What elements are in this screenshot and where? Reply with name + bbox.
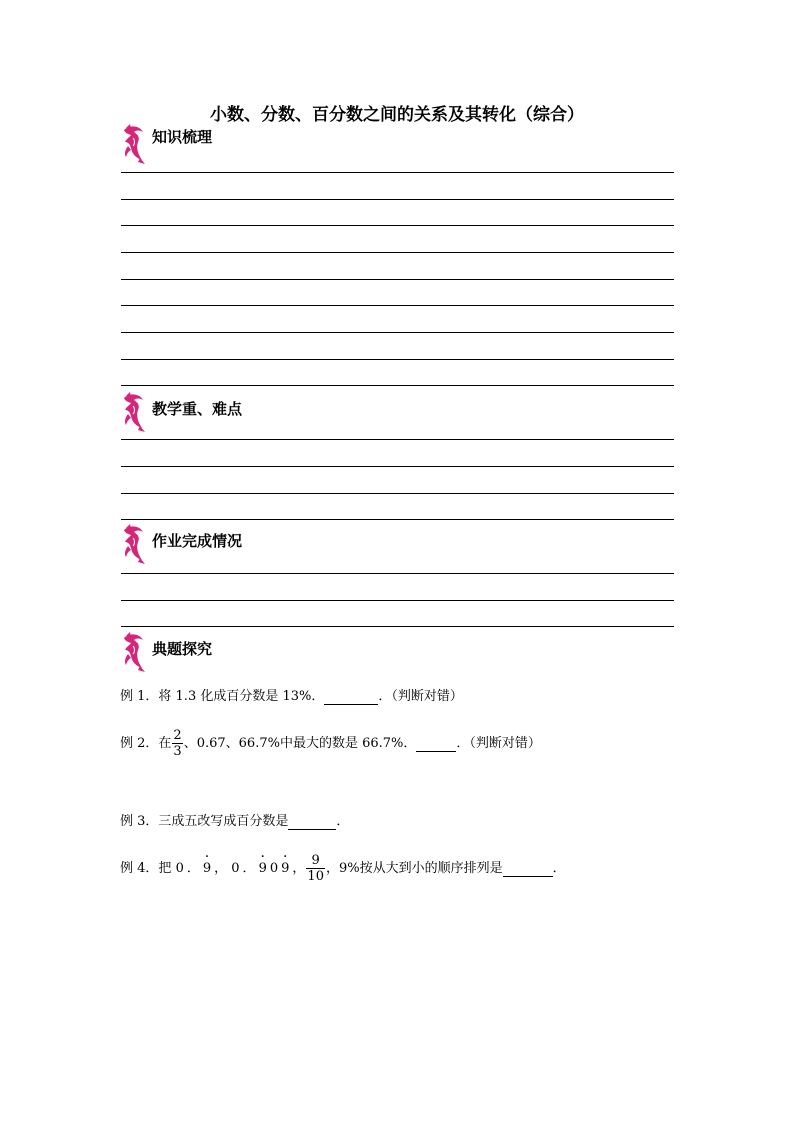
page-title: 小数、分数、百分数之间的关系及其转化（综合） [210,105,584,125]
section-title: 典题探究 [152,640,213,658]
example-text: 、0.67、66.7%中最大的数是 66.7%． [183,736,417,751]
example-text: 三成五改写成百分数是 [158,814,289,829]
fraction-denominator: 10 [307,869,324,884]
writing-line [121,199,674,200]
dolphin-icon [118,632,146,672]
dolphin-icon [118,124,146,164]
fraction-denominator: 3 [173,744,182,759]
writing-line [121,466,674,467]
writing-line [121,493,674,494]
digit: 9 [281,861,293,876]
example-pre: 把 [158,861,172,876]
separator: ， [214,861,228,876]
digit: 0 [269,861,282,876]
digit: 9 [258,861,270,876]
example-tail: ． [552,861,566,876]
example-tail: ．（判断对错） [378,689,463,704]
writing-line [121,225,674,226]
section-homework [118,524,674,564]
example-label: 例 4． [120,861,159,876]
example-1 [120,685,463,705]
repeat-dot: · [260,849,268,865]
writing-line [121,385,674,386]
decimal-int: 0． [231,861,259,876]
repeating-digit [202,849,215,876]
example-text: 将 1.3 化成百分数是 13%． [158,689,325,704]
writing-line [121,519,674,520]
example-tail: ．（判断对错） [456,736,541,751]
writing-line [121,600,674,601]
example-pre: 在 [158,736,172,751]
example-text: ，9%按从大到小的顺序排列是 [325,861,503,876]
section-key-points [118,392,674,432]
example-label: 例 2． [120,736,159,751]
writing-line [121,359,674,360]
answer-blank[interactable] [503,861,553,877]
repeat-dot: · [283,849,291,865]
writing-line [121,573,674,574]
example-2 [120,728,541,759]
writing-line [121,279,674,280]
separator: ， [292,861,306,876]
writing-line [121,332,674,333]
repeating-decimal-2 [231,849,293,876]
digit: 9 [202,861,215,876]
writing-line [121,305,674,306]
section-title: 教学重、难点 [152,400,243,418]
answer-blank[interactable] [288,814,336,830]
fraction [306,853,325,884]
repeating-digit [258,849,270,876]
example-tail: ． [336,814,350,829]
writing-line [121,252,674,253]
writing-line [121,172,674,173]
section-title: 作业完成情况 [152,532,243,550]
section-examples [118,632,674,672]
writing-line [121,439,674,440]
section-title: 知识梳理 [152,128,213,146]
example-label: 例 1． [120,689,159,704]
dolphin-icon [118,392,146,432]
decimal-int: 0． [175,861,203,876]
dolphin-icon [118,524,146,564]
repeating-digit [281,849,293,876]
example-label: 例 3． [120,814,159,829]
writing-line [121,626,674,627]
repeat-dot: · [204,849,213,865]
example-3 [120,810,349,830]
fraction-numerator: 2 [173,728,182,743]
fraction [172,728,182,759]
answer-blank[interactable] [416,736,456,752]
example-4 [120,849,566,884]
repeating-decimal-1 [175,849,215,876]
answer-blank[interactable] [324,689,378,705]
fraction-numerator: 9 [306,853,325,869]
section-knowledge [118,124,674,164]
